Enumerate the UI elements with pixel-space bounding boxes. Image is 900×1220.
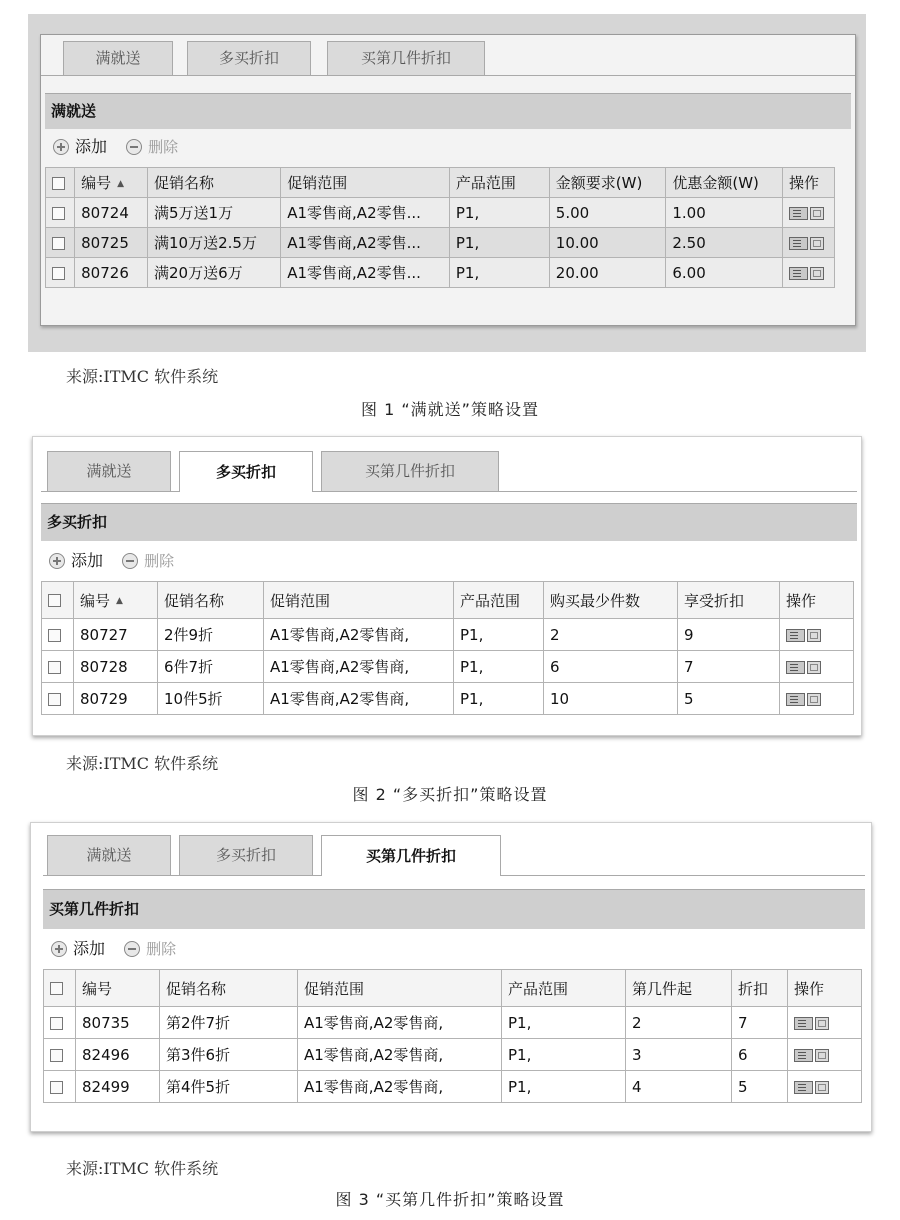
cell: 2 (544, 619, 678, 651)
row-actions (782, 228, 834, 258)
checkbox-icon (52, 177, 65, 190)
cell: A1零售商,A2零售商, (264, 683, 454, 715)
source-note: 来源:ITMC 软件系统 (66, 754, 219, 773)
delete-button[interactable] (124, 933, 176, 965)
edit-icon[interactable] (786, 629, 805, 642)
cell: 10件5折 (158, 683, 264, 715)
remove-icon (126, 139, 142, 155)
row-actions (788, 1071, 862, 1103)
cell: 6 (732, 1039, 788, 1071)
section-title: 多买折扣 (41, 503, 857, 541)
add-button[interactable] (51, 933, 105, 965)
add-button[interactable] (53, 131, 107, 163)
column-header: 产品范围 (502, 970, 626, 1007)
row-checkbox[interactable] (44, 1039, 76, 1071)
strategy-panel (41, 441, 857, 731)
edit-icon[interactable] (794, 1081, 813, 1094)
section-title: 买第几件折扣 (43, 889, 865, 929)
column-header: 第几件起 (626, 970, 732, 1007)
cell: 10.00 (549, 228, 666, 258)
table-header-row (44, 970, 862, 1007)
sort-ascending-icon: ▲ (117, 178, 125, 189)
column-header: 促销范围 (298, 970, 502, 1007)
cell: P1, (502, 1007, 626, 1039)
figure-caption: 图 2 “多买折扣”策略设置 (352, 785, 548, 804)
table-row (46, 198, 835, 228)
cell: 2.50 (666, 228, 783, 258)
cell: 80727 (74, 619, 158, 651)
column-header: 折扣 (732, 970, 788, 1007)
table-row (44, 1071, 862, 1103)
select-all-checkbox[interactable] (44, 970, 76, 1007)
tab-maidijijian-zhekou[interactable]: 买第几件折扣 (327, 41, 485, 75)
row-checkbox[interactable] (46, 258, 75, 288)
checkbox-icon (48, 629, 61, 642)
add-label: 添加 (73, 939, 106, 958)
cell: 第2件7折 (160, 1007, 298, 1039)
checkbox-icon (50, 982, 63, 995)
column-header: 操作 (788, 970, 862, 1007)
delete-label: 删除 (144, 552, 175, 570)
cell: 82496 (76, 1039, 160, 1071)
cell: A1零售商,A2零售商, (298, 1071, 502, 1103)
cell: 第4件5折 (160, 1071, 298, 1103)
tab-duomai-zhekou[interactable]: 多买折扣 (187, 41, 311, 75)
row-checkbox[interactable] (44, 1071, 76, 1103)
cell: P1, (454, 651, 544, 683)
table-row (42, 683, 854, 715)
column-header: 促销范围 (281, 168, 450, 198)
row-checkbox[interactable] (42, 683, 74, 715)
tab-maidijijian-zhekou[interactable]: 买第几件折扣 (321, 451, 499, 491)
column-header: 促销范围 (264, 582, 454, 619)
table-row (44, 1007, 862, 1039)
cell: P1, (454, 619, 544, 651)
cell: 2 (626, 1007, 732, 1039)
row-actions (788, 1039, 862, 1071)
column-header: 促销名称 (160, 970, 298, 1007)
column-header[interactable]: 编号 (76, 970, 160, 1007)
cell: 5.00 (549, 198, 666, 228)
column-label: 编号 (81, 174, 112, 192)
cell: 82499 (76, 1071, 160, 1103)
checkbox-icon (52, 237, 65, 250)
column-header: 享受折扣 (678, 582, 780, 619)
tab-bar (41, 441, 857, 492)
column-header: 产品范围 (449, 168, 549, 198)
row-actions (788, 1007, 862, 1039)
checkbox-icon (48, 661, 61, 674)
checkbox-icon (50, 1049, 63, 1062)
cell: 第3件6折 (160, 1039, 298, 1071)
delete-icon[interactable] (815, 1049, 829, 1062)
checkbox-icon (52, 267, 65, 280)
remove-icon (124, 941, 140, 957)
figure-caption: 图 1 “满就送”策略设置 (361, 400, 539, 419)
cell: 6.00 (666, 258, 783, 288)
cell: A1零售商,A2零售商, (298, 1039, 502, 1071)
delete-label: 删除 (146, 940, 177, 958)
cell: A1零售商,A2零售... (281, 198, 450, 228)
tab-manjiusong[interactable]: 满就送 (47, 835, 171, 875)
tab-maidijijian-zhekou[interactable]: 买第几件折扣 (321, 835, 501, 876)
promotion-table (41, 581, 854, 715)
tab-manjiusong[interactable]: 满就送 (63, 41, 173, 75)
source-note: 来源:ITMC 软件系统 (66, 367, 219, 386)
row-actions (780, 651, 854, 683)
row-checkbox[interactable] (46, 228, 75, 258)
toolbar (41, 545, 853, 577)
row-actions (782, 198, 834, 228)
cell: 满5万送1万 (148, 198, 281, 228)
figure-3-screenshot (30, 822, 872, 1132)
delete-icon[interactable] (810, 267, 824, 280)
edit-icon[interactable] (786, 693, 805, 706)
cell: 80728 (74, 651, 158, 683)
cell: 80724 (75, 198, 148, 228)
cell: 3 (626, 1039, 732, 1071)
add-icon (51, 941, 67, 957)
delete-icon[interactable] (807, 629, 821, 642)
edit-icon[interactable] (789, 237, 808, 250)
cell: 80725 (75, 228, 148, 258)
table-row (44, 1039, 862, 1071)
delete-icon[interactable] (810, 237, 824, 250)
cell: A1零售商,A2零售商, (264, 651, 454, 683)
cell: 2件9折 (158, 619, 264, 651)
checkbox-icon (50, 1081, 63, 1094)
column-header: 优惠金额(W) (666, 168, 783, 198)
column-header: 促销名称 (148, 168, 281, 198)
checkbox-icon (48, 693, 61, 706)
column-header: 促销名称 (158, 582, 264, 619)
cell: 20.00 (549, 258, 666, 288)
sort-ascending-icon: ▲ (116, 596, 123, 606)
cell: 10 (544, 683, 678, 715)
cell: P1, (449, 258, 549, 288)
tab-manjiusong[interactable]: 满就送 (47, 451, 171, 491)
select-all-checkbox[interactable] (46, 168, 75, 198)
delete-icon[interactable] (807, 693, 821, 706)
delete-icon[interactable] (807, 661, 821, 674)
delete-icon[interactable] (815, 1081, 829, 1094)
row-actions (780, 619, 854, 651)
tab-bar (41, 35, 855, 76)
table-row (46, 258, 835, 288)
edit-icon[interactable] (789, 267, 808, 280)
section-title: 满就送 (45, 93, 851, 129)
row-checkbox[interactable] (42, 651, 74, 683)
cell: P1, (502, 1071, 626, 1103)
cell: 6 (544, 651, 678, 683)
column-header[interactable] (74, 582, 158, 619)
strategy-panel (40, 34, 856, 326)
add-button[interactable] (49, 545, 103, 577)
row-checkbox[interactable] (44, 1007, 76, 1039)
cell: A1零售商,A2零售... (281, 258, 450, 288)
column-header: 操作 (782, 168, 834, 198)
figure-1-screenshot (28, 14, 866, 352)
cell: 6件7折 (158, 651, 264, 683)
delete-icon[interactable] (810, 207, 824, 220)
checkbox-icon (52, 207, 65, 220)
promotion-table (43, 969, 862, 1103)
cell: A1零售商,A2零售... (281, 228, 450, 258)
add-label: 添加 (75, 137, 108, 156)
delete-button[interactable] (122, 545, 174, 577)
edit-icon[interactable] (789, 207, 808, 220)
row-actions (782, 258, 834, 288)
strategy-panel (43, 827, 865, 1127)
table-row (46, 228, 835, 258)
row-checkbox[interactable] (46, 198, 75, 228)
cell: P1, (449, 228, 549, 258)
add-icon (49, 553, 65, 569)
column-header: 金额要求(W) (549, 168, 666, 198)
table-row (42, 651, 854, 683)
cell: 4 (626, 1071, 732, 1103)
column-header: 产品范围 (454, 582, 544, 619)
add-label: 添加 (71, 551, 104, 570)
toolbar (43, 933, 861, 965)
cell: 7 (678, 651, 780, 683)
delete-icon[interactable] (815, 1017, 829, 1030)
column-header: 操作 (780, 582, 854, 619)
cell: P1, (449, 198, 549, 228)
cell: P1, (454, 683, 544, 715)
table-header-row (46, 168, 835, 198)
row-checkbox[interactable] (42, 619, 74, 651)
cell: 7 (732, 1007, 788, 1039)
table-header-row (42, 582, 854, 619)
table-row (42, 619, 854, 651)
tab-duomai-zhekou[interactable]: 多买折扣 (179, 835, 313, 875)
tab-bar (43, 827, 865, 876)
delete-label: 删除 (148, 138, 179, 156)
cell: 80729 (74, 683, 158, 715)
row-actions (780, 683, 854, 715)
cell: A1零售商,A2零售商, (298, 1007, 502, 1039)
cell: 1.00 (666, 198, 783, 228)
cell: 满20万送6万 (148, 258, 281, 288)
delete-button[interactable] (126, 131, 178, 163)
add-icon (53, 139, 69, 155)
cell: 5 (678, 683, 780, 715)
checkbox-icon (50, 1017, 63, 1030)
edit-icon[interactable] (794, 1049, 813, 1062)
remove-icon (122, 553, 138, 569)
figure-caption: 图 3 “买第几件折扣”策略设置 (335, 1190, 565, 1209)
edit-icon[interactable] (794, 1017, 813, 1030)
cell: A1零售商,A2零售商, (264, 619, 454, 651)
cell: P1, (502, 1039, 626, 1071)
cell: 80726 (75, 258, 148, 288)
cell: 满10万送2.5万 (148, 228, 281, 258)
tab-duomai-zhekou[interactable]: 多买折扣 (179, 451, 313, 492)
checkbox-icon (48, 594, 61, 607)
toolbar (45, 131, 851, 163)
figure-2-screenshot (32, 436, 862, 736)
column-header: 购买最少件数 (544, 582, 678, 619)
cell: 80735 (76, 1007, 160, 1039)
source-note: 来源:ITMC 软件系统 (66, 1159, 219, 1178)
promotion-table (45, 167, 835, 288)
select-all-checkbox[interactable] (42, 582, 74, 619)
cell: 9 (678, 619, 780, 651)
cell: 5 (732, 1071, 788, 1103)
edit-icon[interactable] (786, 661, 805, 674)
column-label: 编号 (80, 591, 111, 610)
column-header[interactable] (75, 168, 148, 198)
